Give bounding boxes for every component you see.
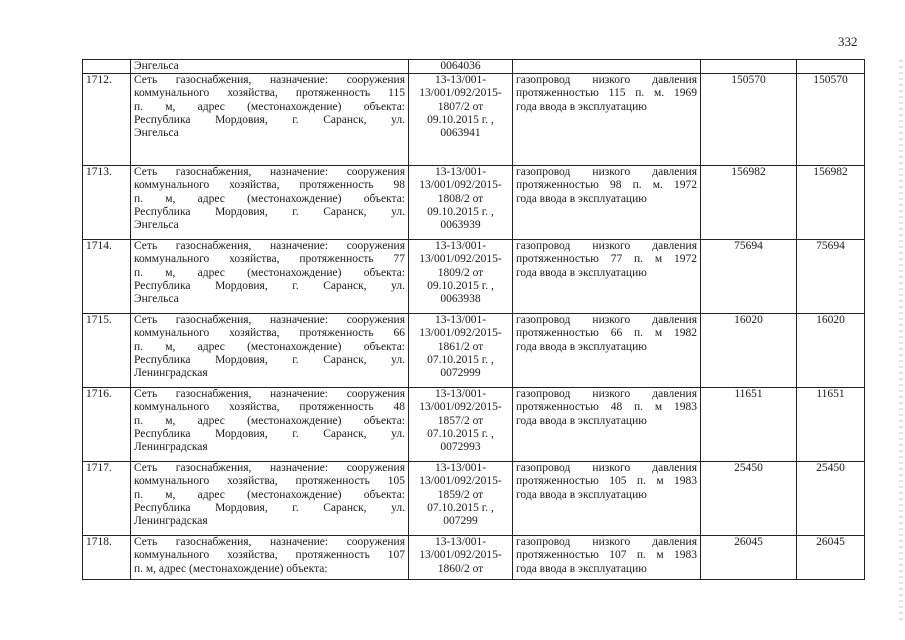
residual-value-cell (797, 240, 865, 314)
object-name-line: Ленинградская (134, 441, 208, 454)
row-number-cell (83, 60, 131, 74)
registration-line: 0063941 (440, 127, 481, 140)
registration-line: 13-13/001- (434, 388, 487, 401)
object-name-line: Сеть газоснабжения, назначение: сооружения (134, 462, 405, 475)
object-name-line: п. м, адрес (местонахождение) объекта: (134, 100, 405, 113)
description-line: протяженностью 66 п. м 1982 (516, 327, 697, 340)
object-name-line: коммунального хозяйства, протяженность 105 (134, 475, 405, 488)
object-name-cell (131, 60, 409, 74)
object-name-line: Ленинградская (134, 367, 208, 380)
residual-value-cell (797, 388, 865, 462)
row-number: 1716. (86, 388, 112, 401)
object-name-line: Сеть газоснабжения, назначение: сооружения (134, 314, 405, 327)
description-cell (513, 536, 701, 580)
row-number: 1717. (86, 462, 112, 475)
description-line: года ввода в эксплуатацию (516, 340, 647, 353)
residual-value: 25450 (816, 462, 845, 475)
row-number-cell (83, 536, 131, 580)
object-name-cell (131, 462, 409, 536)
object-name-line: Энгельса (134, 127, 179, 140)
residual-value: 75694 (816, 240, 845, 253)
row-number-cell (83, 74, 131, 166)
registration-line: 1808/2 от (437, 192, 484, 205)
registration-line: 1857/2 от (437, 414, 484, 427)
balance-value: 11651 (734, 388, 763, 401)
registration-line: 13/001/092/2015- (419, 87, 502, 100)
registration-line: 07.10.2015 г. , (427, 427, 494, 440)
registration-cell (409, 60, 513, 74)
description-line: газопровод низкого давления (516, 462, 697, 475)
object-name-line: коммунального хозяйства, протяженность 77 (134, 253, 405, 266)
description-cell (513, 388, 701, 462)
registration-line: 1860/2 от (437, 562, 484, 575)
registration-line: 0063939 (440, 219, 481, 232)
description-line: протяженностью 105 п. м 1983 (516, 475, 697, 488)
row-number: 1713. (86, 166, 112, 179)
object-name-cell (131, 314, 409, 388)
registration-cell (409, 462, 513, 536)
registration-line: 13-13/001- (434, 166, 487, 179)
row-number-cell (83, 314, 131, 388)
object-name-line: Энгельса (134, 219, 179, 232)
description-line: года ввода в эксплуатацию (516, 192, 647, 205)
balance-value-cell (701, 240, 797, 314)
residual-value-cell (797, 314, 865, 388)
description-line: газопровод низкого давления (516, 536, 697, 549)
balance-value: 26045 (734, 536, 763, 549)
table-row-continued (83, 60, 865, 74)
object-name-line: коммунального хозяйства, протяженность 66 (134, 327, 405, 340)
row-number-cell (83, 388, 131, 462)
residual-value: 150570 (813, 74, 848, 87)
table-row (83, 240, 865, 314)
object-name-line: Республика Мордовия, г. Саранск, ул. (134, 279, 405, 292)
row-number-cell (83, 166, 131, 240)
balance-value: 25450 (734, 462, 763, 475)
description-cell (513, 240, 701, 314)
row-number: 1715. (86, 314, 112, 327)
property-registry-table (82, 59, 865, 580)
registration-line: 13/001/092/2015- (419, 327, 502, 340)
balance-value: 16020 (734, 314, 763, 327)
table-row (83, 388, 865, 462)
empty-cell (701, 60, 797, 74)
description-cell (513, 60, 701, 74)
object-name-line: Республика Мордовия, г. Саранск, ул. (134, 501, 405, 514)
registration-line: 0072993 (440, 441, 481, 454)
object-name-line: Республика Мордовия, г. Саранск, ул. (134, 205, 405, 218)
balance-value: 150570 (731, 74, 766, 87)
residual-value: 156982 (813, 166, 848, 179)
registration-line: 0063938 (440, 293, 481, 306)
registration-line: 007299 (443, 515, 478, 528)
registration-line: 13/001/092/2015- (419, 401, 502, 414)
balance-value-cell (701, 74, 797, 166)
object-name-line: коммунального хозяйства, протяженность 48 (134, 401, 405, 414)
object-name-line: Сеть газоснабжения, назначение: сооружения (134, 536, 405, 549)
registration-line: 1861/2 от (437, 340, 484, 353)
balance-value-cell (701, 314, 797, 388)
balance-value: 75694 (734, 240, 763, 253)
residual-value: 11651 (816, 388, 845, 401)
registration-cell (409, 388, 513, 462)
scan-edge-artifact (899, 60, 903, 620)
registration-line: 13-13/001- (434, 240, 487, 253)
registration-line: 13-13/001- (434, 74, 487, 87)
object-name-cell (131, 240, 409, 314)
description-line: года ввода в эксплуатацию (516, 414, 647, 427)
description-line: газопровод низкого давления (516, 314, 697, 327)
table-row (83, 166, 865, 240)
registration-line: 13/001/092/2015- (419, 253, 502, 266)
object-name-line: п. м, адрес (местонахождение) объекта: (134, 192, 405, 205)
object-name-line: Сеть газоснабжения, назначение: сооружения (134, 388, 405, 401)
registration-line: 07.10.2015 г. , (427, 353, 494, 366)
object-name-line: п. м, адрес (местонахождение) объекта: (134, 340, 405, 353)
description-line: года ввода в эксплуатацию (516, 266, 647, 279)
object-name-cell (131, 388, 409, 462)
object-name-line: п. м, адрес (местонахождение) объекта: (134, 488, 405, 501)
registration-line: 13/001/092/2015- (419, 549, 502, 562)
object-name-line: Республика Мордовия, г. Саранск, ул. (134, 427, 405, 440)
registration-cell (409, 166, 513, 240)
empty-cell (797, 60, 865, 74)
row-number-cell (83, 462, 131, 536)
object-name-line: Республика Мордовия, г. Саранск, ул. (134, 113, 405, 126)
registration-cell (409, 240, 513, 314)
description-line: протяженностью 98 п. м. 1972 (516, 179, 697, 192)
registration-line: 13-13/001- (434, 462, 487, 475)
description-line: протяженностью 107 п. м 1983 (516, 549, 697, 562)
balance-value-cell (701, 536, 797, 580)
table-row (83, 74, 865, 166)
registration-line: 13-13/001- (434, 314, 487, 327)
row-number: 1718. (86, 536, 112, 549)
description-line: года ввода в эксплуатацию (516, 562, 647, 575)
description-line: протяженностью 77 п. м 1972 (516, 253, 697, 266)
object-name-line: п. м, адрес (местонахождение) объекта: (134, 562, 328, 575)
registration-line: 09.10.2015 г. , (427, 113, 494, 126)
row-number: 1714. (86, 240, 112, 253)
registration-line: 0072999 (440, 367, 481, 380)
object-name-line: коммунального хозяйства, протяженность 107 (134, 549, 405, 562)
object-name-line: коммунального хозяйства, протяженность 115 (134, 87, 405, 100)
balance-value-cell (701, 166, 797, 240)
object-name-line: Энгельса (134, 60, 179, 72)
description-line: протяженностью 48 п. м 1983 (516, 401, 697, 414)
registration-line: 09.10.2015 г. , (427, 205, 494, 218)
object-name-cell (131, 74, 409, 166)
object-name-cell (131, 166, 409, 240)
registration-line: 1809/2 от (437, 266, 484, 279)
object-name-line: п. м, адрес (местонахождение) объекта: (134, 266, 405, 279)
row-number-cell (83, 240, 131, 314)
description-cell (513, 314, 701, 388)
description-cell (513, 462, 701, 536)
page-number: 332 (838, 34, 858, 49)
registration-line: 09.10.2015 г. , (427, 279, 494, 292)
registration-line: 0064036 (440, 60, 481, 72)
object-name-line: Ленинградская (134, 515, 208, 528)
description-line: газопровод низкого давления (516, 388, 697, 401)
object-name-line: Сеть газоснабжения, назначение: сооружения (134, 74, 405, 87)
registration-cell (409, 74, 513, 166)
table-row (83, 462, 865, 536)
table-row (83, 536, 865, 580)
description-line: протяженностью 115 п. м. 1969 (516, 87, 697, 100)
object-name-line: Сеть газоснабжения, назначение: сооружения (134, 166, 405, 179)
residual-value-cell (797, 462, 865, 536)
registration-line: 1859/2 от (437, 488, 484, 501)
residual-value: 26045 (816, 536, 845, 549)
object-name-line: Энгельса (134, 293, 179, 306)
object-name-cell (131, 536, 409, 580)
description-line: газопровод низкого давления (516, 240, 697, 253)
object-name-line: Сеть газоснабжения, назначение: сооружения (134, 240, 405, 253)
residual-value-cell (797, 536, 865, 580)
registration-line: 13/001/092/2015- (419, 475, 502, 488)
registration-line: 07.10.2015 г. , (427, 501, 494, 514)
table-row (83, 314, 865, 388)
description-line: газопровод низкого давления (516, 74, 697, 87)
registration-line: 13/001/092/2015- (419, 179, 502, 192)
registration-line: 13-13/001- (434, 536, 487, 549)
object-name-line: п. м, адрес (местонахождение) объекта: (134, 414, 405, 427)
row-number: 1712. (86, 74, 112, 87)
description-line: года ввода в эксплуатацию (516, 100, 647, 113)
residual-value-cell (797, 166, 865, 240)
description-line: года ввода в эксплуатацию (516, 488, 647, 501)
registration-cell (409, 536, 513, 580)
residual-value: 16020 (816, 314, 845, 327)
description-cell (513, 166, 701, 240)
balance-value: 156982 (731, 166, 766, 179)
description-line: газопровод низкого давления (516, 166, 697, 179)
balance-value-cell (701, 462, 797, 536)
registration-line: 1807/2 от (437, 100, 484, 113)
description-cell (513, 74, 701, 166)
registration-cell (409, 314, 513, 388)
object-name-line: коммунального хозяйства, протяженность 98 (134, 179, 405, 192)
balance-value-cell (701, 388, 797, 462)
residual-value-cell (797, 74, 865, 166)
object-name-line: Республика Мордовия, г. Саранск, ул. (134, 353, 405, 366)
